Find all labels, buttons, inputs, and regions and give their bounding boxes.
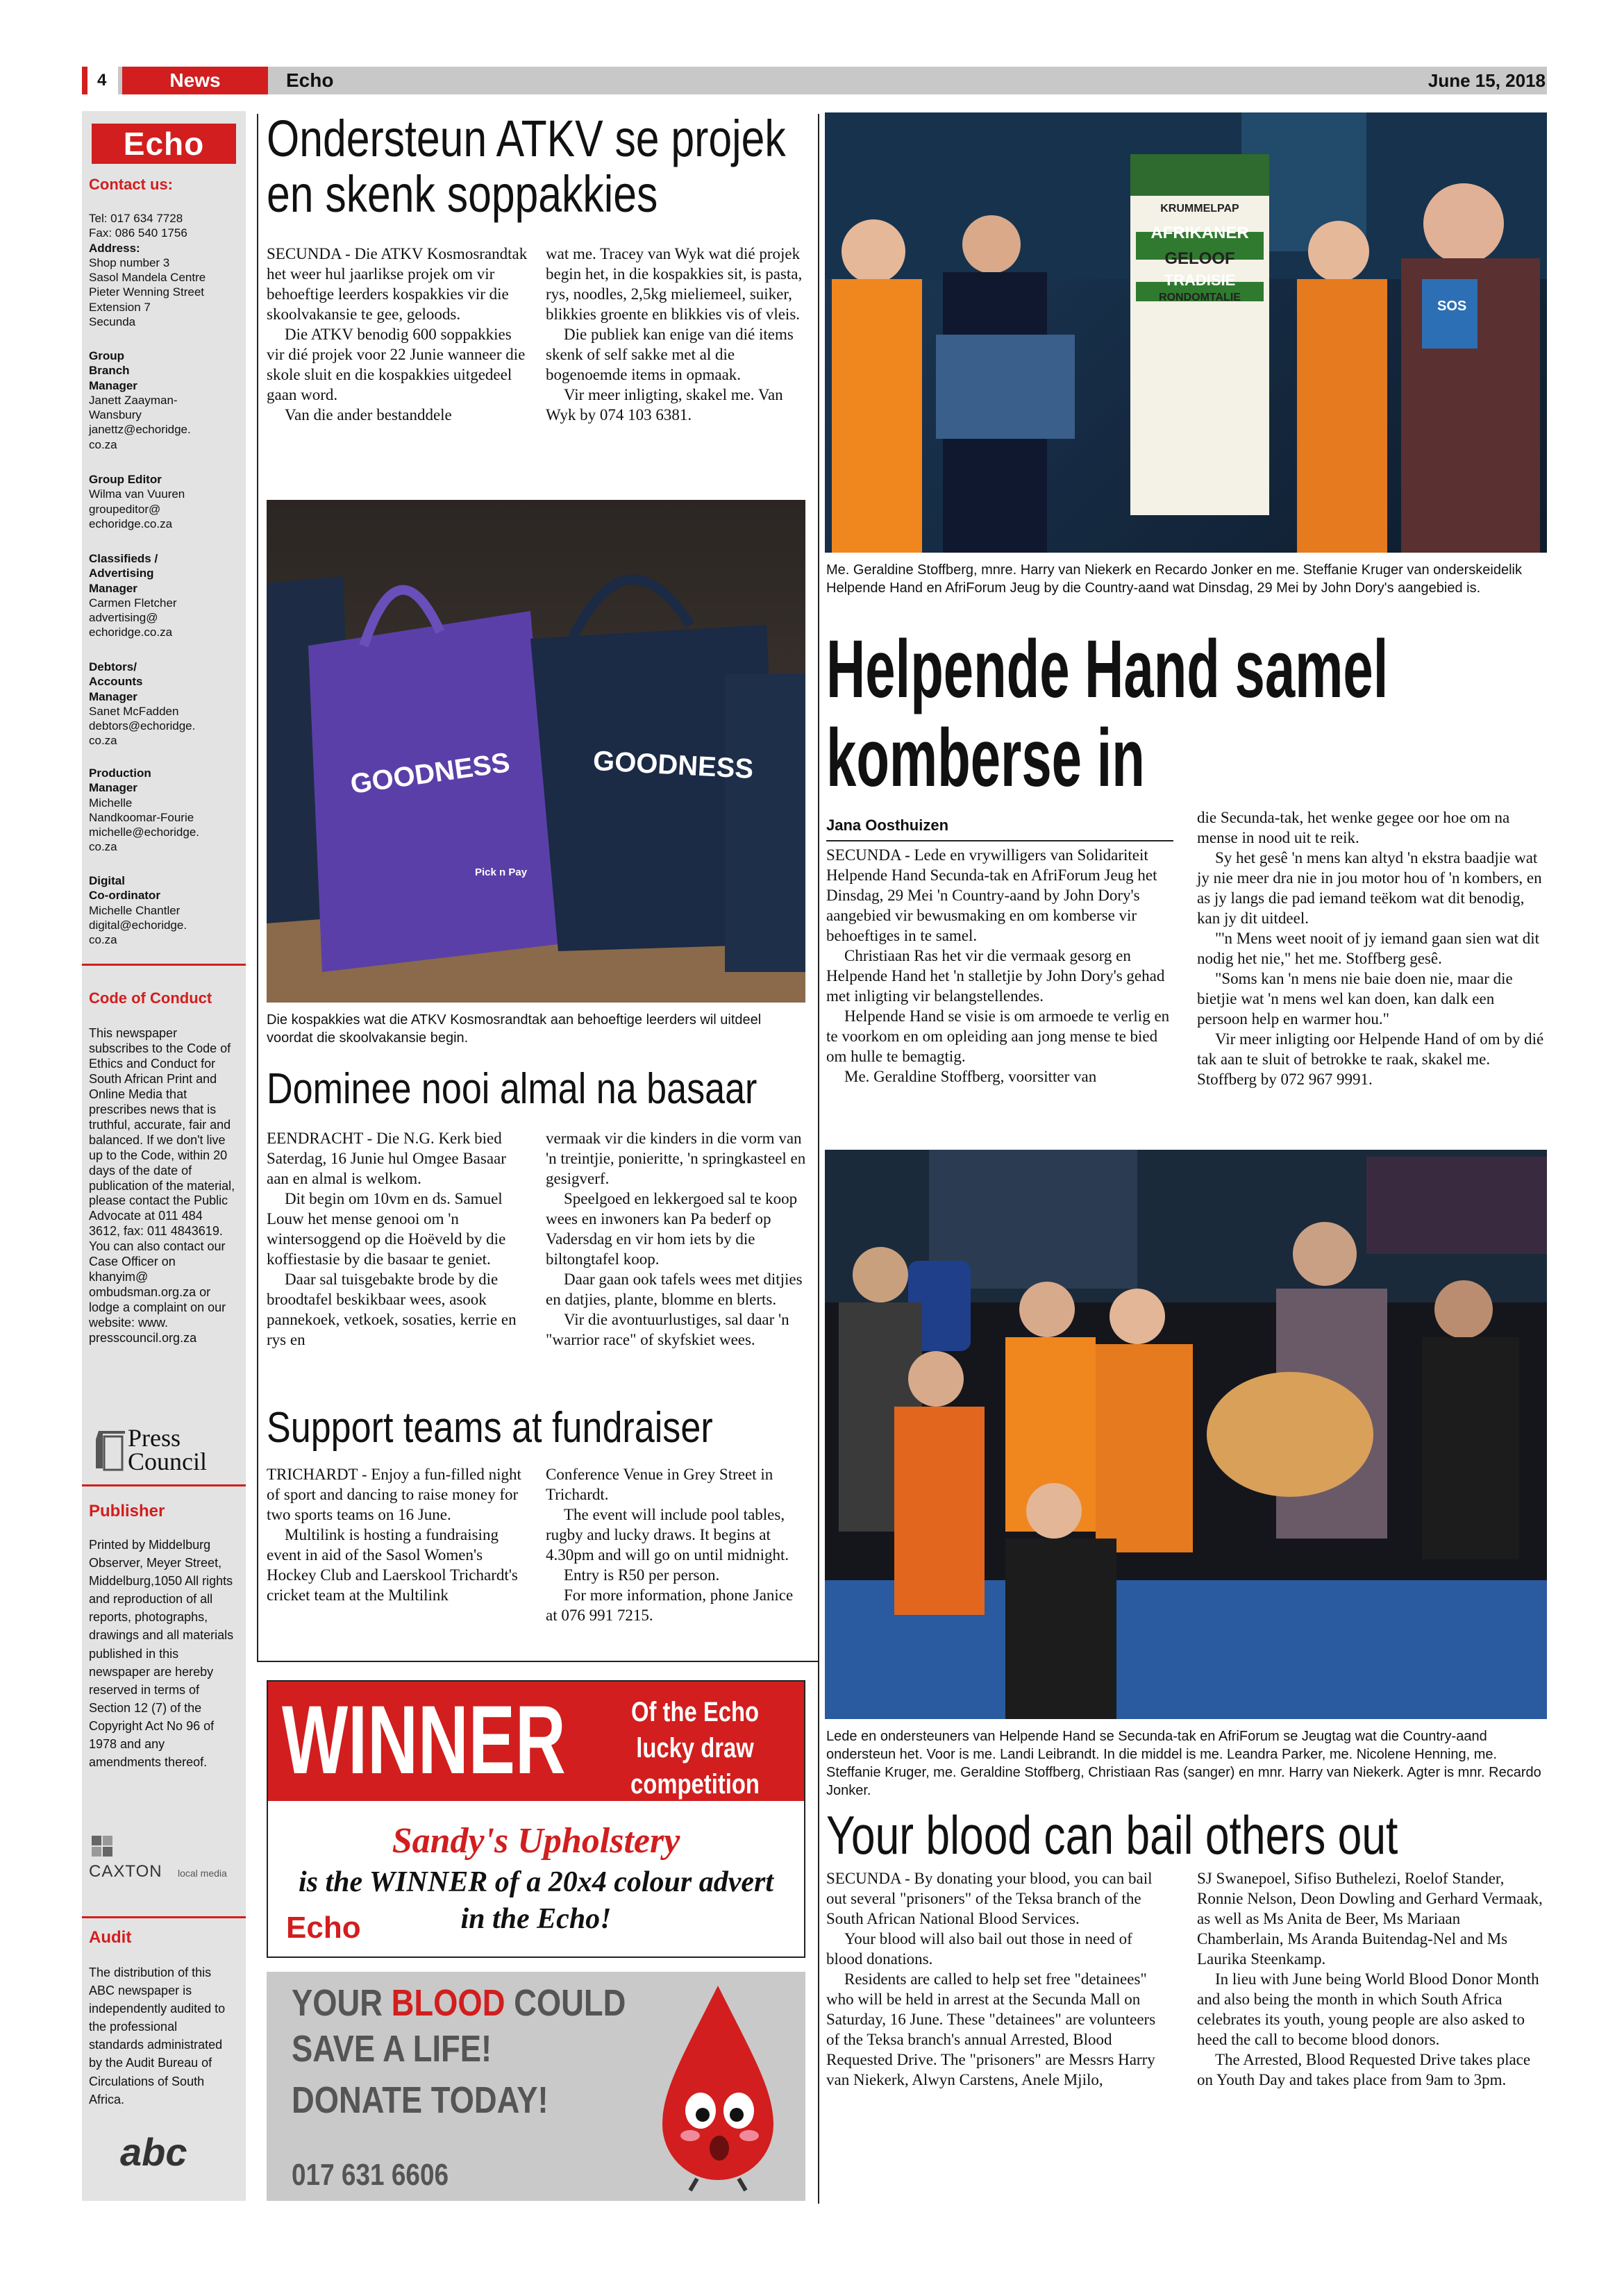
dominee-col2 xyxy=(546,1129,807,1350)
paragraph: Die ATKV benodig 600 soppakkies vir dié projek voor 22 Junie wanneer die skole sluit en die kospakkies uitgedeel gaan word. xyxy=(267,325,526,403)
paragraph: SECUNDA - By donating your blood, you can bail out several "prisoners" of the Teksa branch of the South African National Blood Services. xyxy=(826,1870,1153,1927)
helpende-caption1: Me. Geraldine Stoffberg, mnre. Harry van Niekerk en Recardo Jonker en me. Steffanie Kruger van onderskeidelik Helpende Hand en AfriForum Jeug by die Country-aand wat Dinsdag, 29 Mei by John Dory's aangebied is. xyxy=(826,562,1522,596)
sidebar-content xyxy=(82,111,246,2201)
contact-heading: Contact us: xyxy=(89,176,173,193)
blood-drop-mascot-icon xyxy=(642,1979,794,2194)
support-col1 xyxy=(267,1465,528,1606)
paragraph: Entry is R50 per person. xyxy=(564,1566,720,1584)
conduct-heading: Code of Conduct xyxy=(89,989,212,1007)
staff-name: Janett Zaayman- xyxy=(89,393,178,407)
staff-email: janettz@echoridge. xyxy=(89,423,191,437)
banner-line: KRUMMELPAP xyxy=(1160,203,1239,215)
atkv-caption: Die kospakkies wat die ATKV Kosmosrandtak aan behoeftige leerders wil uitdeel voordat die skoolvakansie begin. xyxy=(267,1012,762,1046)
blood-ad-line2: SAVE A LIFE! xyxy=(292,2028,492,2070)
blood-ad-word: YOUR xyxy=(292,1982,392,2024)
staff-title: Production xyxy=(89,766,151,780)
press-council-icon xyxy=(89,1425,131,1474)
paragraph: Residents are called to help set free "detainees" who will be held in arrest at the Secunda Mall on Saturday, 16 June. These "detainees" are volunteers of the Teksa branch's annual Arrested, Blood Requested Drive. The "prisoners" are Messrs Harry van Niekerk, Alwyn Carstens, Anele Mjilo, xyxy=(826,1970,1156,2088)
staff-email: co.za xyxy=(89,437,117,451)
section-label: News xyxy=(122,67,268,94)
blood-ad-word: BLOOD xyxy=(391,1982,505,2024)
blood-headline: Your blood can bail others out xyxy=(826,1804,1398,1866)
byline: Jana Oosthuizen xyxy=(826,816,949,834)
press-council-logo xyxy=(89,1425,242,1474)
audit-heading: Audit xyxy=(89,1928,132,1947)
paragraph: Vir meer inligting, skakel me. Van Wyk by 074 103 6381. xyxy=(546,385,783,424)
winner-subtitle-line: Of the Echo xyxy=(630,1697,760,1727)
contact-line: Extension 7 xyxy=(89,300,151,314)
winner-line: is the WINNER of a 20x4 colour advert xyxy=(298,1866,774,1898)
byline-rule xyxy=(826,840,1173,841)
paragraph: die Secunda-tak, het wenke gegee oor hoe om na mense in nood uit te reik. xyxy=(1197,809,1510,846)
staff-name: Sanet McFadden xyxy=(89,704,179,718)
staff-title: Group xyxy=(89,349,124,362)
staff-email: debtors@echoridge. xyxy=(89,719,196,732)
caxton-wordmark: CAXTON xyxy=(89,1862,162,1881)
staff-email: echoridge.co.za xyxy=(89,517,173,530)
press-council-line: Press xyxy=(128,1424,181,1452)
helpende-col1 xyxy=(826,846,1171,1087)
echo-logo: Echo xyxy=(92,124,236,164)
paragraph: "Soms kan 'n mens nie baie doen nie, maar die bietjie wat 'n mens wel kan doen, kan dalk een persoon help en warmer hou." xyxy=(1197,969,1513,1028)
staff-email: co.za xyxy=(89,734,117,748)
staff-title: Manager xyxy=(89,378,137,392)
paragraph: Daar sal tuisgebakte brode by die broodtafel beskikbaar wees, asook pannekoek, vetkoek, sosaties, kerrie en rys en xyxy=(267,1270,517,1348)
staff-title: Group Editor xyxy=(89,473,162,486)
banner-text xyxy=(1136,201,1264,305)
column-rule xyxy=(257,114,258,1662)
press-council-line: Council xyxy=(128,1448,207,1475)
headline-line: Ondersteun ATKV se projek xyxy=(267,110,786,167)
helpende-headline xyxy=(826,625,1388,803)
paragraph: Die publiek kan enige van dié items skenk of self sakke met al die bogenoemde items in opmaak. xyxy=(546,325,794,383)
paragraph: The event will include pool tables, rugby and lucky draws. It begins at 4.30pm and will go on until midnight. xyxy=(546,1505,789,1564)
paragraph: For more information, phone Janice at 076 991 7215. xyxy=(546,1586,794,1624)
staff-name: Wansbury xyxy=(89,408,142,421)
staff-title: Branch xyxy=(89,364,130,378)
dominee-headline: Dominee nooi almal na basaar xyxy=(267,1065,757,1113)
page-number: 4 xyxy=(82,67,118,94)
staff-email: co.za xyxy=(89,840,117,854)
caxton-logo xyxy=(89,1833,242,1881)
staff-title: Advertising xyxy=(89,567,154,580)
staff-title: Accounts xyxy=(89,675,143,689)
contact-line: Tel: 017 634 7728 xyxy=(89,212,183,225)
bag-brand: Pick n Pay xyxy=(475,866,528,878)
banner-line: RONDOMTALIE xyxy=(1159,292,1241,303)
staff-title: Digital xyxy=(89,874,125,887)
paragraph: SECUNDA - Lede en vrywilligers van Solidariteit Helpende Hand Secunda-tak en AfriForum Jeug het Dinsdag, 29 Mei 'n Country-aand by John Dory's aangebied vir bewusmaking en om komberse vir behoeftiges in te samel. xyxy=(826,846,1157,944)
helpende-caption2: Lede en ondersteuners van Helpende Hand se Secunda-tak en AfriForum se Jeugtag wat die Country-aand ondersteun het. Voor is me. Landi Leibrandt. In die middel is me. Leandra Parker, me. Nicolene Henning, me. Steffanie Kruger, me. Geraldine Stoffberg, Christiaan Ras (sanger) en mnr. Harry van Niekerk. Agter is mnr. Recardo Jonker. xyxy=(826,1729,1541,1798)
paragraph: Daar gaan ook tafels wees met ditjies en datjies, plante, blomme en blerts. xyxy=(546,1270,803,1308)
story-rule xyxy=(257,1661,818,1662)
volunteers-group-photo xyxy=(825,112,1547,553)
banner-line: TRADISIE xyxy=(1164,271,1236,289)
atkv-headline xyxy=(267,111,786,222)
publisher-text: Printed by Middelburg Observer, Meyer Street, Middelburg,1050 All rights and reproduction of all reports, photographs, drawings and all materials published in this newspaper are hereby reserved in terms of Section 12 (7) of the Copyright Act No 96 of 1978 and any amendments thereof. xyxy=(89,1538,234,1770)
staff-name: Carmen Fletcher xyxy=(89,596,177,610)
paragraph: EENDRACHT - Die N.G. Kerk bied Saterdag, 16 Junie hul Omgee Basaar aan en almal is welkom. xyxy=(267,1130,506,1187)
paragraph: SJ Swanepoel, Sifiso Buthelezi, Roelof Stander, Ronnie Nelson, Deon Dowling and Gerhard Vermaak, as well as Ms Anita de Beer, Ms Mariaan Chamberlain, Ms Aranda Buitendag-Nel and Ms Laurika Steenkamp. xyxy=(1197,1870,1543,1968)
helpende-photo2 xyxy=(825,1150,1547,1719)
staff-production xyxy=(89,766,242,855)
sidebar-divider xyxy=(82,964,246,966)
atkv-col1 xyxy=(267,244,528,426)
paragraph: Vir die avontuurlustiges, sal daar 'n "warrior race" of skyfskiet wees. xyxy=(546,1310,789,1348)
staff-email: groupeditor@ xyxy=(89,502,161,516)
paragraph: Speelgoed en lekkergoed sal te koop wees en inwoners kan Pa bederf op Vadersdag en vir hom iets by die biltongtafel koop. xyxy=(546,1189,798,1268)
paragraph: Van die ander bestanddele xyxy=(285,405,452,424)
conduct-text: This newspaper subscribes to the Code of Ethics and Conduct for South African Print and Online Media that prescribes news that is truthful, accurate, fair and balanced. If we don't live up to the Code, within 20 days of the date of publication of the material, please contact the Public Advocate at 011 484 3612, fax: 011 4843619. You can also contact our Case Officer on khanyim@ ombudsman.org.za or lodge a complaint on our website: www. presscouncil.org.za xyxy=(89,1026,235,1346)
blood-ad xyxy=(267,1972,805,2201)
contact-block xyxy=(89,211,242,329)
paragraph: Dit begin om 10vm en ds. Samuel Louw het mense genooi om 'n wintersoggend op die Hoëveld by die koffiestasie by die basaar te geniet. xyxy=(267,1189,506,1268)
staff-title: Manager xyxy=(89,781,137,795)
contact-line: Fax: 086 540 1756 xyxy=(89,226,187,240)
contact-line: Address: xyxy=(89,241,140,255)
band-group-photo xyxy=(825,1150,1547,1719)
staff-classifieds xyxy=(89,551,242,640)
staff-title: Debtors/ xyxy=(89,660,137,673)
atkv-photo xyxy=(267,500,805,1003)
paragraph: The Arrested, Blood Requested Drive takes place on Youth Day and takes place from 9am to 3pm. xyxy=(1197,2050,1531,2088)
atkv-col2 xyxy=(546,244,807,426)
paragraph: Helpende Hand se visie is om armoede te verlig en te voorkom en om opleiding aan jong mense te bied om hulle te bemagtig. xyxy=(826,1007,1170,1065)
staff-title: Manager xyxy=(89,581,137,595)
staff-name: Michelle Chantler xyxy=(89,903,181,917)
blood-ad-text xyxy=(292,1980,626,2123)
blood-ad-phone: 017 631 6606 xyxy=(292,2158,449,2192)
staff-digital xyxy=(89,873,242,947)
banner-line: GELOOF xyxy=(1164,249,1235,268)
contact-line: Pieter Wenning Street xyxy=(89,285,204,299)
paragraph: Christiaan Ras het vir die vermaak gesorg en Helpende Hand het 'n stalletjie by John Dory's gehad met inligting vir belangstellendes. xyxy=(826,946,1165,1005)
winner-line: in the Echo! xyxy=(460,1903,612,1935)
winner-title: WINNER xyxy=(282,1685,566,1794)
blanket-label: SOS xyxy=(1437,299,1467,314)
abc-logo: abc xyxy=(120,2130,187,2174)
blood-col2 xyxy=(1197,1869,1547,2090)
caxton-icon xyxy=(89,1833,117,1861)
staff-email: michelle@echoridge. xyxy=(89,826,200,839)
caxton-subtitle: local media xyxy=(178,1868,227,1879)
paragraph: Multilink is hosting a fundraising event in aid of the Sasol Women's Hockey Club and Laerskool Trichardt's cricket team at the Multilink xyxy=(267,1525,518,1604)
staff-debtors xyxy=(89,660,242,748)
blood-col1 xyxy=(826,1869,1172,2090)
blood-ad-word: COULD xyxy=(505,1982,626,2024)
sidebar-divider xyxy=(82,1484,246,1486)
staff-group-editor xyxy=(89,472,242,531)
paragraph: wat me. Tracey van Wyk wat dié projek begin het, in die kospakkies sit, is pasta, rys, noodles, 2,5kg mieliemeel, suiker, blikkies groente en blikkies vis of vleis. xyxy=(546,245,803,323)
paragraph: Your blood will also bail out those in need of blood donations. xyxy=(826,1929,1132,1968)
paper-name: Echo xyxy=(286,69,334,91)
banner-line: AFRIKANER xyxy=(1150,224,1249,242)
staff-email: echoridge.co.za xyxy=(89,626,173,639)
audit-text: The distribution of this ABC newspaper is independently audited to the professional standards administrated by the Audit Bureau of Circulations of South Africa. xyxy=(89,1966,226,2106)
food-bags-illustration xyxy=(267,500,805,1003)
paragraph: In lieu with June being World Blood Donor Month and also being the month in which South Africa celebrates its youth, young people are also asked to heed the call to become blood donors. xyxy=(1197,1970,1539,2048)
paragraph: vermaak vir die kinders in die vorm van 'n treintjie, ponieritte, 'n springkasteel en gesigverf. xyxy=(546,1130,806,1187)
paragraph: Me. Geraldine Stoffberg, voorsitter van xyxy=(844,1067,1097,1085)
paragraph: Vir meer inligting oor Helpende Hand of om by dié tak aan te sluit of betrokke te raak, skakel me. Stoffberg by 072 967 9991. xyxy=(1197,1030,1544,1088)
publisher-heading: Publisher xyxy=(89,1502,165,1520)
headline-line: Helpende Hand samel xyxy=(826,623,1389,715)
headline-line: en skenk soppakkies xyxy=(267,165,658,223)
column-rule xyxy=(818,114,819,2204)
paragraph: "'n Mens weet nooit of jy iemand gaan sien wat dit nodig het nie," het me. Stoffberg gesê. xyxy=(1197,929,1540,967)
contact-line: Sasol Mandela Centre xyxy=(89,271,206,284)
dominee-col1 xyxy=(267,1129,528,1350)
winner-subtitle-line: competition xyxy=(630,1769,760,1800)
paragraph: TRICHARDT - Enjoy a fun-filled night of sport and dancing to raise money for two sports teams on 16 June. xyxy=(267,1466,521,1523)
staff-title: Classifieds / xyxy=(89,552,158,565)
winner-echo-logo: Echo xyxy=(286,1911,361,1945)
staff-name: Nandkoomar-Fourie xyxy=(89,810,194,824)
winner-subtitle-line: lucky draw xyxy=(636,1733,754,1763)
winner-name: Sandy's Upholstery xyxy=(392,1821,680,1861)
staff-email: co.za xyxy=(89,933,117,946)
staff-title: Co-ordinator xyxy=(89,889,160,903)
staff-title: Manager xyxy=(89,689,137,703)
issue-date: June 15, 2018 xyxy=(1428,70,1546,91)
support-headline: Support teams at fundraiser xyxy=(267,1404,713,1452)
staff-email: digital@echoridge. xyxy=(89,918,187,932)
paragraph: Conference Venue in Grey Street in Trichardt. xyxy=(546,1466,773,1503)
paragraph: SECUNDA - Die ATKV Kosmosrandtak het weer hul jaarlikse projek om vir behoeftige leerders kospakkies vir die skoolvakansie te gee, geloods. xyxy=(267,245,528,323)
blood-ad-line1 xyxy=(292,1980,626,2026)
helpende-col2 xyxy=(1197,808,1547,1090)
support-col2 xyxy=(546,1465,807,1626)
winner-subtitle xyxy=(612,1694,778,1802)
headline-line: komberse in xyxy=(826,712,1145,804)
staff-email: advertising@ xyxy=(89,611,158,624)
helpende-photo1 xyxy=(825,112,1547,553)
staff-name: Wilma van Vuuren xyxy=(89,487,185,501)
paragraph: Sy het gesê 'n mens kan altyd 'n ekstra baadjie wat jy nie meer dra nie in jou motor hou of 'n kombers, en as jy langs die pad iemand teëkom wat dit benodig, kan jy dit uitdeel. xyxy=(1197,848,1542,927)
sidebar-divider xyxy=(82,1916,246,1918)
blood-ad-line3: DONATE TODAY! xyxy=(292,2079,549,2121)
staff-group-manager xyxy=(89,349,242,452)
winner-ad xyxy=(267,1680,805,1958)
bag-print: GOODNESS xyxy=(592,745,755,785)
staff-name: Michelle xyxy=(89,796,133,810)
contact-line: Shop number 3 xyxy=(89,255,170,269)
bag-print: GOODNESS xyxy=(348,747,512,800)
contact-line: Secunda xyxy=(89,315,136,328)
